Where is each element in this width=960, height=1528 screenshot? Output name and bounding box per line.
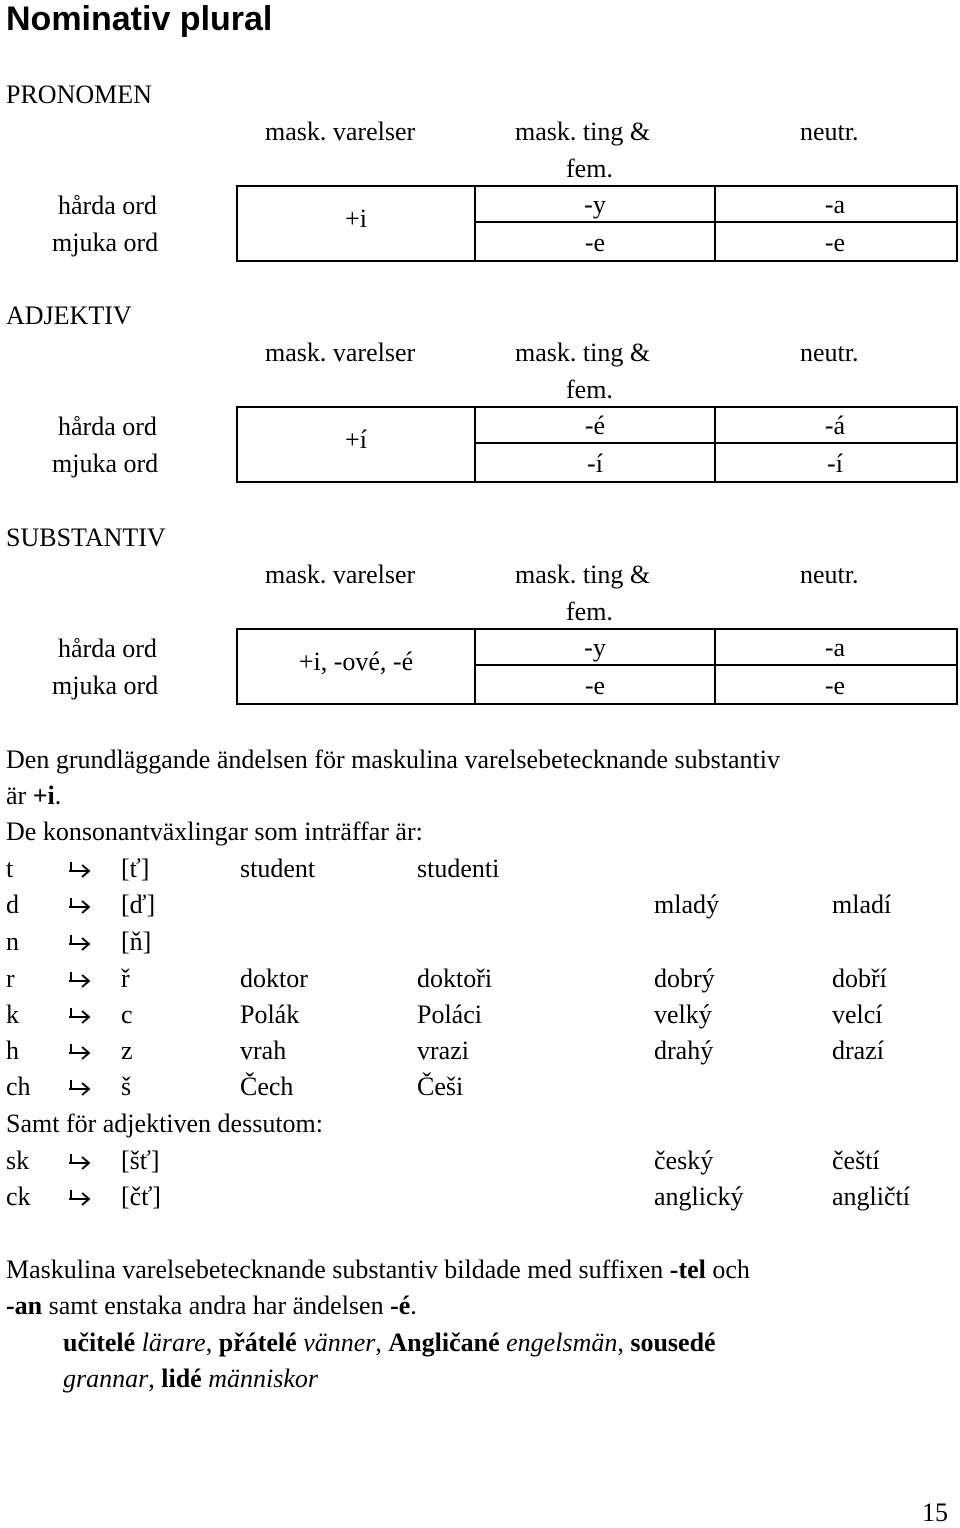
ending-soft-mt: -í <box>587 449 603 478</box>
alt-from: ck <box>6 1182 31 1211</box>
alternations-intro: De konsonantväxlingar som inträffar är: <box>6 817 423 846</box>
arrow-right-icon <box>66 1078 92 1096</box>
adj-plural: dobří <box>832 964 887 993</box>
alt-to: ř <box>121 964 130 993</box>
ending-masc: +í <box>345 425 367 454</box>
ending-soft-neutr: -e <box>824 671 846 700</box>
ending-hard-neutr: -a <box>824 633 846 662</box>
section-heading: SUBSTANTIV <box>6 523 166 552</box>
arrow-right-icon <box>66 1006 92 1024</box>
alt-to: z <box>121 1036 133 1065</box>
ending-hard-mt: -y <box>584 190 606 219</box>
example-line: grannar, lidé människor <box>63 1364 318 1393</box>
noun-singular: Polák <box>240 1000 300 1029</box>
noun-singular: doktor <box>240 964 308 993</box>
adj-plural: velcí <box>832 1000 883 1029</box>
ending-hard-neutr: -a <box>824 190 846 219</box>
row-label-soft: mjuka ord <box>52 449 159 478</box>
alt-from: sk <box>6 1146 30 1175</box>
col-header-mt-2: fem. <box>566 597 613 626</box>
alt-to: [ň] <box>121 927 152 956</box>
adj-plural: angličtí <box>832 1182 910 1211</box>
adj-singular: český <box>654 1146 714 1175</box>
alt-from: n <box>6 927 19 956</box>
noun-singular: student <box>240 854 316 883</box>
example-word: lidé <box>161 1364 202 1393</box>
ending-soft-neutr: -e <box>824 228 846 257</box>
section-heading: ADJEKTIV <box>6 301 132 330</box>
alt-to: [čť] <box>121 1182 161 1211</box>
adjective-intro: Samt för adjektiven dessutom: <box>6 1109 324 1138</box>
col-header-masc: mask. varelser <box>265 560 416 589</box>
arrow-right-icon <box>66 1042 92 1060</box>
paragraph-line: -an samt enstaka andra har ändelsen -é. <box>6 1291 417 1320</box>
col-header-masc: mask. varelser <box>265 338 416 367</box>
alt-to: [ď] <box>121 890 156 919</box>
col-header-neutr: neutr. <box>800 338 859 367</box>
alt-from: r <box>6 964 15 993</box>
row-label-hard: hårda ord <box>58 634 157 663</box>
adj-singular: mladý <box>654 890 719 919</box>
noun-plural: studenti <box>417 854 500 883</box>
alt-from: k <box>6 1000 19 1029</box>
ending-masc: +i <box>345 204 367 233</box>
example-translation: engelsmän <box>506 1328 618 1357</box>
noun-plural: doktoři <box>417 964 493 993</box>
example-line: učitelé lärare, přátelé vänner, Angličané engelsmän, sousedé <box>63 1328 716 1357</box>
alt-from: t <box>6 854 14 883</box>
ending-masc: +i, -ové, -é <box>298 647 414 676</box>
adj-plural: čeští <box>832 1146 880 1175</box>
col-header-mt: mask. ting & <box>515 560 651 589</box>
example-translation: lärare <box>141 1328 206 1357</box>
alt-from: ch <box>6 1072 31 1101</box>
arrow-right-icon <box>66 860 92 878</box>
alt-from: d <box>6 890 19 919</box>
row-label-hard: hårda ord <box>58 191 157 220</box>
row-label-soft: mjuka ord <box>52 671 159 700</box>
ending-soft-neutr: -í <box>827 449 843 478</box>
row-label-hard: hårda ord <box>58 412 157 441</box>
arrow-right-icon <box>66 896 92 914</box>
adj-singular: velký <box>654 1000 712 1029</box>
ending-soft-mt: -e <box>584 228 606 257</box>
paragraph-line: Den grundläggande ändelsen för maskulina varelsebetecknande substantiv <box>6 745 780 774</box>
row-label-soft: mjuka ord <box>52 228 159 257</box>
alt-to: š <box>121 1072 132 1101</box>
paragraph-line: Maskulina varelsebetecknande substantiv bildade med suffixen -tel och <box>6 1255 750 1284</box>
paragraph-line: är +i. <box>6 781 62 810</box>
noun-plural: vrazi <box>417 1036 469 1065</box>
alt-to: c <box>121 1000 133 1029</box>
example-word: učitelé <box>63 1328 136 1357</box>
col-header-mt: mask. ting & <box>515 117 651 146</box>
alt-from: h <box>6 1036 19 1065</box>
example-translation: människor <box>208 1364 318 1393</box>
page-title: Nominativ plural <box>6 0 273 38</box>
example-translation: vänner <box>303 1328 376 1357</box>
noun-singular: vrah <box>240 1036 287 1065</box>
adj-singular: dobrý <box>654 964 715 993</box>
section-heading: PRONOMEN <box>6 80 152 109</box>
ending-soft-mt: -e <box>584 671 606 700</box>
arrow-right-icon <box>66 1152 92 1170</box>
example-word: sousedé <box>630 1328 716 1357</box>
col-header-mt-2: fem. <box>566 154 613 183</box>
ending-hard-mt: -y <box>584 633 606 662</box>
col-header-neutr: neutr. <box>800 560 859 589</box>
noun-plural: Poláci <box>417 1000 482 1029</box>
arrow-right-icon <box>66 933 92 951</box>
ending-hard-mt: -é <box>584 411 606 440</box>
col-header-neutr: neutr. <box>800 117 859 146</box>
noun-plural: Češi <box>417 1072 464 1101</box>
arrow-right-icon <box>66 970 92 988</box>
example-translation: grannar <box>63 1364 149 1393</box>
example-word: přátelé <box>218 1328 297 1357</box>
arrow-right-icon <box>66 1188 92 1206</box>
adj-plural: mladí <box>832 890 892 919</box>
adj-plural: drazí <box>832 1036 884 1065</box>
adj-singular: drahý <box>654 1036 714 1065</box>
noun-singular: Čech <box>240 1072 294 1101</box>
page-number: 15 <box>922 1498 948 1527</box>
col-header-mt-2: fem. <box>566 375 613 404</box>
alt-to: [ť] <box>121 854 150 883</box>
alt-to: [šť] <box>121 1146 160 1175</box>
adj-singular: anglický <box>654 1182 744 1211</box>
col-header-mt: mask. ting & <box>515 338 651 367</box>
ending-hard-neutr: -á <box>824 411 846 440</box>
col-header-masc: mask. varelser <box>265 117 416 146</box>
example-word: Angličané <box>388 1328 500 1357</box>
